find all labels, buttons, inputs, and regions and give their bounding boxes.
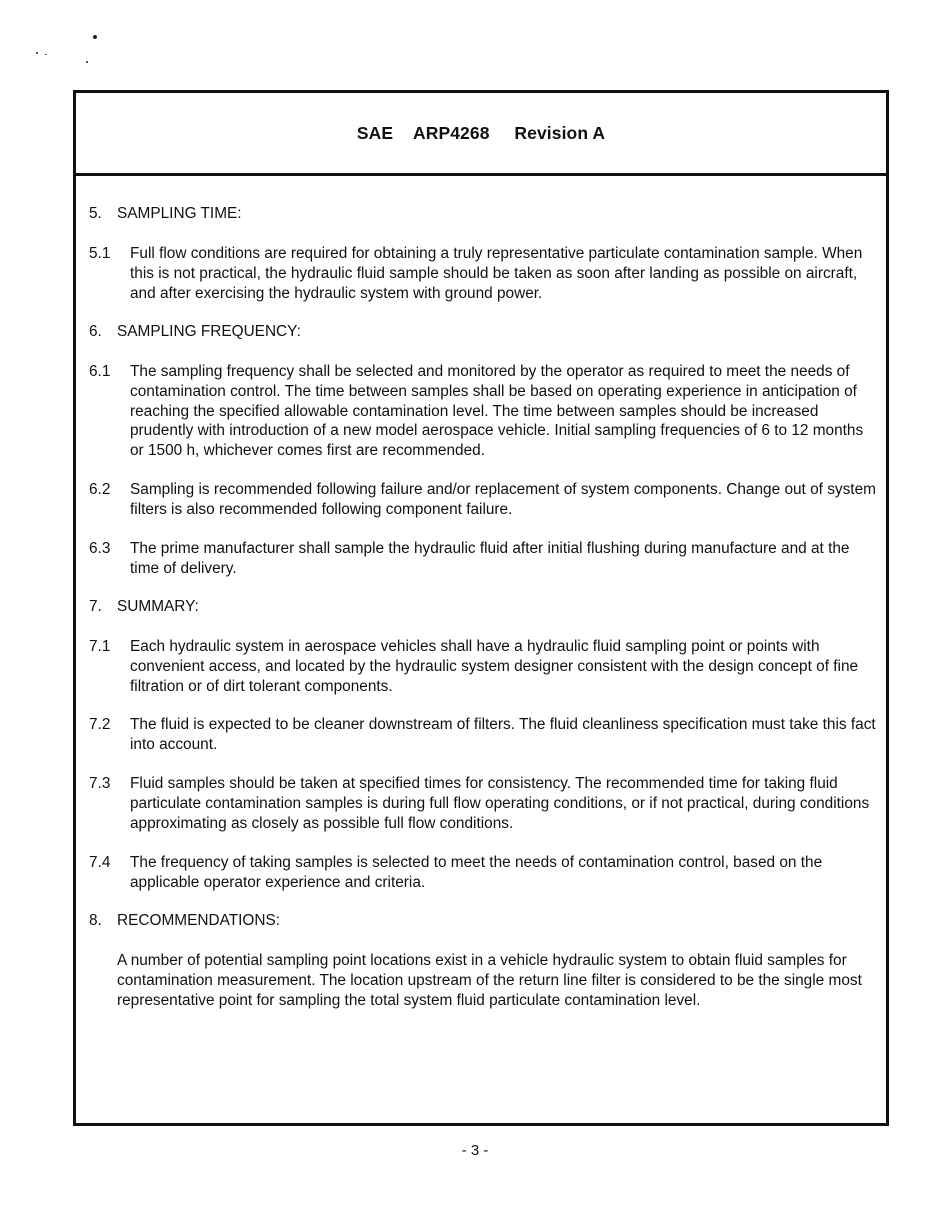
paragraph-number: 6.2 <box>89 481 111 498</box>
paragraph-6-1 <box>89 362 879 461</box>
paragraph-text: The frequency of taking samples is selected to meet the needs of contamination control, based on the applicable operator experience and criteria. <box>130 854 823 891</box>
scan-speck <box>36 52 38 54</box>
paragraph-number: 6.3 <box>89 540 111 557</box>
paragraph-number: 7.3 <box>89 775 111 792</box>
document-header <box>76 93 886 176</box>
section-title: SAMPLING FREQUENCY: <box>117 323 301 340</box>
page-number: - 3 - <box>461 1142 489 1159</box>
paragraph-number: 7.1 <box>89 638 111 655</box>
paragraph-number: 5.1 <box>89 245 111 262</box>
page-frame <box>73 90 889 1126</box>
scan-speck <box>45 54 47 55</box>
scan-speck <box>93 35 97 39</box>
paragraph-number: 6.1 <box>89 363 111 380</box>
paragraph-5-1 <box>89 244 879 303</box>
header-org: SAE <box>356 122 394 143</box>
paragraph-6-3 <box>89 539 879 579</box>
paragraph-text: The sampling frequency shall be selected and monitored by the operator as required to meet the needs of contamination control. The time between samples shall be based on operating experience in anticipation of reaching the specified allowable contamination level. The time between samples should be increased prudently with introduction of a new model aerospace vehicle. Initial sampling frequencies of 6 to 12 months or 1500 h, whichever comes first are recommended. <box>130 363 864 460</box>
paragraph-7-4 <box>89 853 879 893</box>
section-number: 7. <box>89 598 102 615</box>
section-heading-8 <box>89 911 280 931</box>
paragraph-number: 7.2 <box>89 716 111 733</box>
section-number: 8. <box>89 912 102 929</box>
paragraph-7-2 <box>89 715 879 755</box>
scan-speck <box>86 61 88 63</box>
paragraph-text: Full flow conditions are required for obtaining a truly representative particulate contamination sample. When this is not practical, the hydraulic fluid sample should be taken as soon after landing as possible on aircraft, and after exercising the hydraulic system with ground power. <box>130 245 863 302</box>
section-heading-7 <box>89 597 199 617</box>
header-doc-id: ARP4268 <box>412 122 490 143</box>
paragraph-7-3 <box>89 774 879 833</box>
section-title: SAMPLING TIME: <box>117 205 242 222</box>
document-body <box>76 176 886 1123</box>
recommendation-paragraph: A number of potential sampling point locations exist in a vehicle hydraulic system to obtain fluid samples for contamination measurement. The location upstream of the return line filter is considered to be the single most representative point for sampling the total system fluid particulate contamination level. <box>117 952 862 1009</box>
header-revision: Revision A <box>514 122 606 143</box>
paragraph-number: 7.4 <box>89 854 111 871</box>
section-heading-5 <box>89 204 242 224</box>
paragraph-text: Sampling is recommended following failure and/or replacement of system components. Change out of system filters is also recommended following component failure. <box>130 481 876 518</box>
section-title: RECOMMENDATIONS: <box>117 912 281 929</box>
section-number: 5. <box>89 205 102 222</box>
paragraph-text: The fluid is expected to be cleaner downstream of filters. The fluid cleanliness specification must take this fact into account. <box>130 716 876 753</box>
paragraph-6-2 <box>89 480 879 520</box>
section-number: 6. <box>89 323 102 340</box>
paragraph-text: Fluid samples should be taken at specified times for consistency. The recommended time for taking fluid particulate contamination samples is during full flow operating conditions, or if not practical, during conditions approximating as closely as possible full flow conditions. <box>130 775 870 832</box>
section-title: SUMMARY: <box>117 598 199 615</box>
paragraph-7-1 <box>89 637 879 696</box>
section-heading-6 <box>89 322 301 342</box>
paragraph-text: The prime manufacturer shall sample the hydraulic fluid after initial flushing during manufacture and at the time of delivery. <box>130 540 850 577</box>
paragraph-text: Each hydraulic system in aerospace vehicles shall have a hydraulic fluid sampling point or points with convenient access, and located by the hydraulic system designer consistent with the design concept of fine filtration or of dirt tolerant components. <box>130 638 859 695</box>
